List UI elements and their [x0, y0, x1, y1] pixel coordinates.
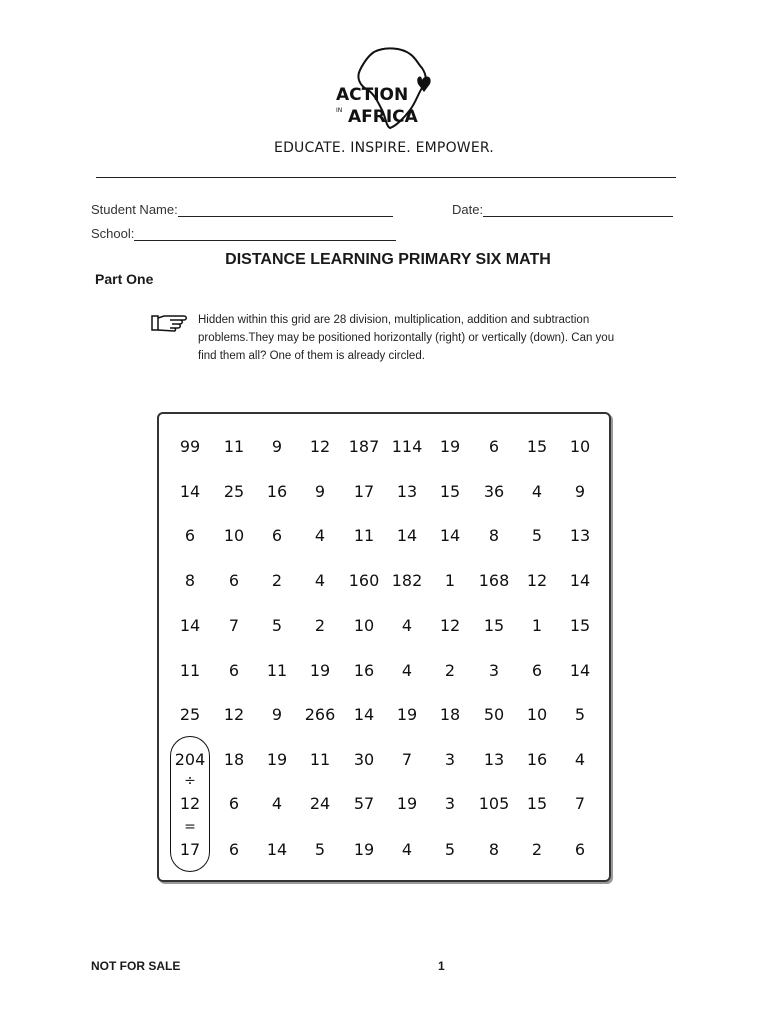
grid-cell[interactable]: 50: [483, 705, 505, 724]
grid-cell[interactable]: 11: [266, 661, 288, 680]
date-blank[interactable]: [483, 203, 673, 217]
page-title: DISTANCE LEARNING PRIMARY SIX MATH: [225, 251, 551, 268]
grid-cell[interactable]: 114: [391, 437, 423, 456]
svg-text:IN: IN: [336, 107, 343, 114]
grid-cell[interactable]: 12: [179, 794, 201, 813]
tagline: EDUCATE. INSPIRE. EMPOWER.: [274, 140, 494, 156]
grid-cell[interactable]: 17: [353, 482, 375, 501]
grid-cell[interactable]: 2: [314, 616, 326, 635]
header-divider: [96, 177, 676, 178]
grid-cell[interactable]: 187: [348, 437, 380, 456]
grid-cell[interactable]: 15: [569, 616, 591, 635]
grid-cell[interactable]: 36: [483, 482, 505, 501]
grid-cell[interactable]: 19: [439, 437, 461, 456]
grid-cell[interactable]: 13: [396, 482, 418, 501]
grid-cell[interactable]: 19: [266, 750, 288, 769]
grid-cell[interactable]: 14: [353, 705, 375, 724]
grid-cell[interactable]: 6: [228, 840, 240, 859]
grid-cell[interactable]: 9: [271, 437, 283, 456]
grid-cell[interactable]: 3: [444, 750, 456, 769]
grid-cell[interactable]: 11: [353, 526, 375, 545]
grid-cell[interactable]: 3: [488, 661, 500, 680]
grid-cell[interactable]: 14: [569, 571, 591, 590]
grid-cell[interactable]: 14: [569, 661, 591, 680]
grid-cell[interactable]: 6: [228, 661, 240, 680]
grid-cell[interactable]: 13: [569, 526, 591, 545]
student-name-field: [91, 202, 393, 217]
grid-cell[interactable]: 12: [526, 571, 548, 590]
grid-cell[interactable]: 7: [574, 794, 586, 813]
svg-text:ACTION: ACTION: [336, 85, 409, 105]
grid-cell[interactable]: 2: [271, 571, 283, 590]
section-heading: Part One: [95, 271, 154, 287]
grid-cell[interactable]: 5: [314, 840, 326, 859]
grid-cell[interactable]: 15: [439, 482, 461, 501]
grid-cell[interactable]: 4: [531, 482, 543, 501]
grid-cell[interactable]: 17: [179, 840, 201, 859]
grid-cell[interactable]: 13: [483, 750, 505, 769]
grid-cell[interactable]: 6: [184, 526, 196, 545]
division-sign: ÷: [184, 773, 196, 789]
grid-cell[interactable]: 24: [309, 794, 331, 813]
grid-cell[interactable]: 2: [531, 840, 543, 859]
grid-cell[interactable]: 19: [353, 840, 375, 859]
grid-cell[interactable]: 6: [488, 437, 500, 456]
grid-cell[interactable]: 11: [223, 437, 245, 456]
grid-cell[interactable]: 10: [353, 616, 375, 635]
grid-cell[interactable]: 105: [478, 794, 510, 813]
grid-cell[interactable]: 8: [488, 526, 500, 545]
grid-cell[interactable]: 30: [353, 750, 375, 769]
grid-cell[interactable]: 10: [526, 705, 548, 724]
grid-cell[interactable]: 15: [526, 794, 548, 813]
grid-cell[interactable]: 99: [179, 437, 201, 456]
school-field: [91, 226, 396, 241]
svg-text:AFRICA: AFRICA: [348, 107, 418, 127]
grid-cell[interactable]: 9: [271, 705, 283, 724]
grid-cell[interactable]: 4: [401, 840, 413, 859]
grid-cell[interactable]: 7: [401, 750, 413, 769]
student-name-label: Student Name:: [91, 202, 178, 217]
grid-cell[interactable]: 5: [444, 840, 456, 859]
grid-cell[interactable]: 3: [444, 794, 456, 813]
grid-cell[interactable]: 168: [478, 571, 510, 590]
grid-cell[interactable]: 6: [574, 840, 586, 859]
school-blank[interactable]: [134, 227, 396, 241]
circled-example: [170, 736, 210, 872]
grid-cell[interactable]: 10: [223, 526, 245, 545]
grid-cell[interactable]: 9: [314, 482, 326, 501]
grid-cell[interactable]: 12: [223, 705, 245, 724]
grid-cell[interactable]: 1: [531, 616, 543, 635]
grid-cell[interactable]: 14: [179, 616, 201, 635]
grid-cell[interactable]: 14: [439, 526, 461, 545]
grid-cell[interactable]: 1: [444, 571, 456, 590]
grid-cell[interactable]: 6: [531, 661, 543, 680]
grid-cell[interactable]: 11: [309, 750, 331, 769]
grid-cell[interactable]: 18: [223, 750, 245, 769]
date-label: Date:: [452, 202, 484, 217]
grid-cell[interactable]: 4: [314, 571, 326, 590]
grid-cell[interactable]: 4: [314, 526, 326, 545]
grid-cell[interactable]: 8: [184, 571, 196, 590]
grid-cell[interactable]: 16: [526, 750, 548, 769]
grid-cell[interactable]: 19: [309, 661, 331, 680]
grid-cell[interactable]: 7: [228, 616, 240, 635]
grid-cell[interactable]: 16: [353, 661, 375, 680]
action-in-africa-logo: [330, 44, 440, 132]
grid-cell[interactable]: 5: [574, 705, 586, 724]
footer-note: NOT FOR SALE: [91, 959, 181, 973]
grid-cell[interactable]: 15: [483, 616, 505, 635]
grid-cell[interactable]: 19: [396, 705, 418, 724]
grid-cell[interactable]: 204: [174, 750, 206, 769]
grid-cell[interactable]: 182: [391, 571, 423, 590]
grid-cell[interactable]: 14: [266, 840, 288, 859]
grid-cell[interactable]: 15: [526, 437, 548, 456]
grid-cell[interactable]: 6: [228, 794, 240, 813]
grid-cell[interactable]: 18: [439, 705, 461, 724]
grid-cell[interactable]: 12: [439, 616, 461, 635]
instructions: Hidden within this grid are 28 division, multiplication, addition and subtraction problems.They may be positioned horizontally (right) or vertically (down). Can you find them all? One of them is already circled.: [198, 314, 615, 362]
grid-cell[interactable]: 11: [179, 661, 201, 680]
grid-cell[interactable]: 6: [228, 571, 240, 590]
grid-cell[interactable]: 16: [266, 482, 288, 501]
grid-cell[interactable]: 12: [309, 437, 331, 456]
grid-cell[interactable]: 19: [396, 794, 418, 813]
pointing-hand-icon: [150, 311, 190, 333]
grid-cell[interactable]: 4: [271, 794, 283, 813]
grid-cell[interactable]: 5: [531, 526, 543, 545]
grid-cell[interactable]: 25: [223, 482, 245, 501]
grid-cell[interactable]: 25: [179, 705, 201, 724]
africa-map-logo-icon: [330, 44, 440, 132]
grid-cell[interactable]: 2: [444, 661, 456, 680]
equals-sign: =: [184, 819, 196, 835]
grid-cell[interactable]: 5: [271, 616, 283, 635]
school-label: School:: [91, 226, 135, 241]
student-name-blank[interactable]: [178, 203, 393, 217]
date-field: [452, 202, 673, 217]
grid-cell[interactable]: 8: [488, 840, 500, 859]
grid-cell[interactable]: 14: [396, 526, 418, 545]
page-number: 1: [438, 959, 445, 973]
grid-cell[interactable]: 4: [574, 750, 586, 769]
grid-cell[interactable]: 9: [574, 482, 586, 501]
grid-cell[interactable]: 4: [401, 616, 413, 635]
grid-cell[interactable]: 14: [179, 482, 201, 501]
grid-cell[interactable]: 4: [401, 661, 413, 680]
grid-cell[interactable]: 266: [304, 705, 336, 724]
grid-cell[interactable]: 10: [569, 437, 591, 456]
grid-cell[interactable]: 160: [348, 571, 380, 590]
grid-cell[interactable]: 57: [353, 794, 375, 813]
grid-cell[interactable]: 6: [271, 526, 283, 545]
